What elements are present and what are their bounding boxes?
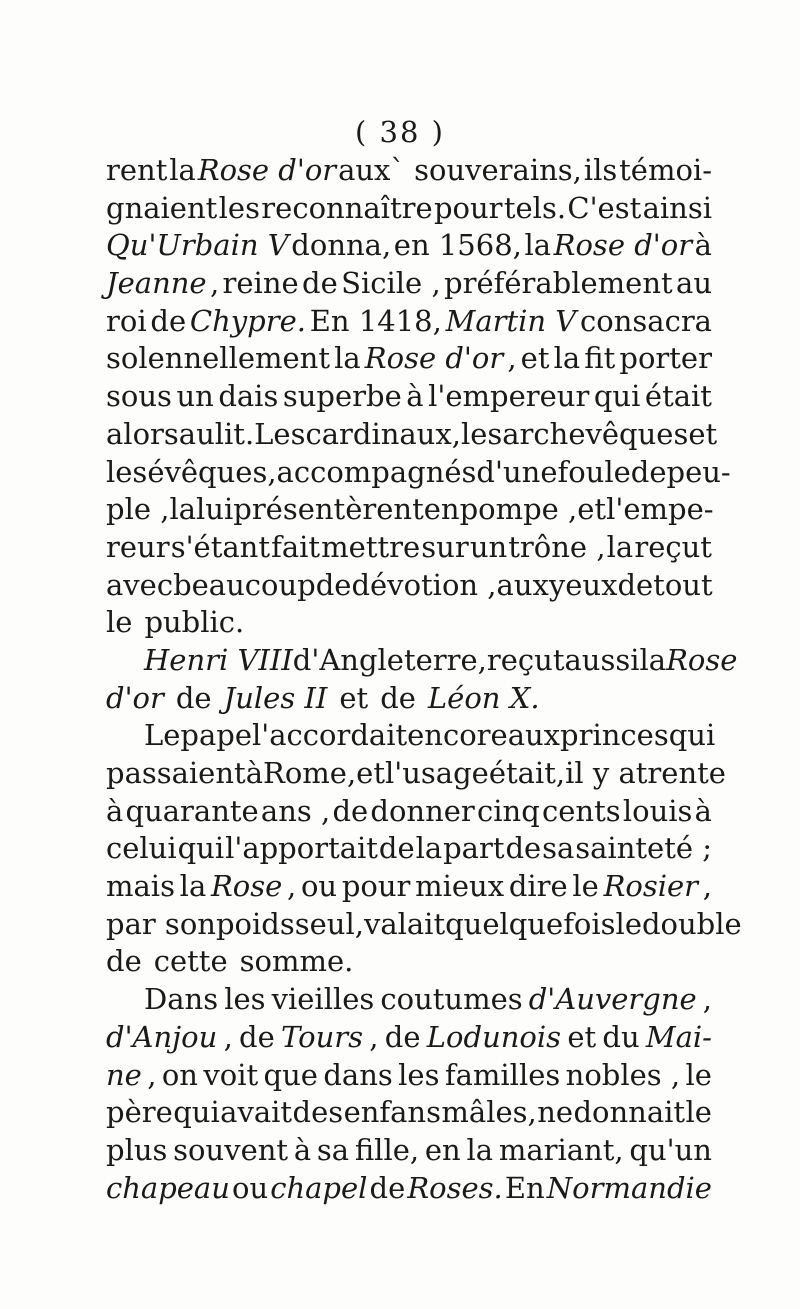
word: louis bbox=[622, 793, 693, 828]
word: d'une bbox=[476, 454, 558, 489]
word: s'étant bbox=[170, 529, 270, 564]
word: de bbox=[150, 303, 187, 338]
word: C'est bbox=[567, 190, 642, 225]
word: à bbox=[694, 793, 712, 828]
word: ple , bbox=[106, 492, 170, 527]
word: ou bbox=[300, 869, 338, 904]
word: encore bbox=[407, 718, 508, 753]
word: reconnaître bbox=[261, 190, 433, 225]
word: nobles , bbox=[565, 1057, 681, 1092]
word: dire bbox=[508, 869, 568, 904]
word: public. bbox=[144, 605, 245, 640]
word: cette bbox=[153, 944, 228, 979]
word: En bbox=[504, 1170, 545, 1205]
word: de bbox=[378, 831, 415, 866]
text-line bbox=[106, 1057, 712, 1095]
word: beaucoup bbox=[173, 567, 316, 602]
word: superbe bbox=[282, 379, 402, 414]
word: mariant, bbox=[498, 1132, 624, 1167]
word: présentèrent bbox=[233, 492, 424, 527]
word: aussi bbox=[564, 642, 640, 677]
word: et bbox=[688, 416, 718, 451]
word: à bbox=[106, 793, 124, 828]
word: rent bbox=[106, 153, 168, 187]
word: dévotion , bbox=[351, 567, 497, 602]
word: part bbox=[443, 831, 505, 866]
word: la bbox=[639, 642, 667, 677]
text-line bbox=[106, 378, 712, 416]
word: les bbox=[460, 416, 503, 451]
word: poids bbox=[215, 906, 295, 941]
word: yeux bbox=[548, 567, 618, 602]
word: tout bbox=[653, 567, 713, 602]
word: qui bbox=[177, 831, 225, 866]
italic-word: d'Anjou bbox=[106, 1019, 218, 1054]
text-line bbox=[106, 567, 712, 605]
word: mieux bbox=[415, 869, 505, 904]
word: tels. bbox=[503, 190, 567, 225]
word: il y a bbox=[565, 756, 636, 790]
word: Le bbox=[144, 718, 181, 753]
italic-word: chapel bbox=[270, 1170, 368, 1205]
word: la bbox=[606, 529, 634, 564]
text-line bbox=[106, 303, 712, 341]
word: avec bbox=[106, 567, 174, 602]
text-line bbox=[106, 642, 738, 680]
italic-word: Henri VIII bbox=[144, 642, 293, 677]
word: de bbox=[505, 831, 542, 866]
word: fille, bbox=[354, 1132, 420, 1167]
word: ils bbox=[583, 153, 618, 187]
word: solennellement bbox=[106, 341, 330, 376]
word: cents bbox=[542, 793, 621, 828]
word: donner bbox=[370, 793, 475, 828]
word: reine bbox=[222, 266, 299, 301]
text-line bbox=[106, 680, 712, 718]
word: et bbox=[356, 756, 385, 790]
word: sur bbox=[421, 529, 469, 564]
italic-word: Rosier bbox=[603, 869, 699, 904]
word: seul, bbox=[294, 906, 364, 941]
word: fit bbox=[584, 341, 616, 376]
text-line bbox=[106, 1019, 712, 1057]
word: princes bbox=[560, 718, 669, 753]
word: mettre bbox=[321, 529, 421, 564]
text-line bbox=[106, 491, 712, 529]
word: voit bbox=[203, 1057, 259, 1092]
word: vieilles bbox=[271, 982, 375, 1017]
word: donna, bbox=[291, 228, 392, 263]
word: qui bbox=[668, 718, 716, 753]
text-line bbox=[106, 265, 712, 303]
text-line bbox=[106, 906, 742, 944]
word: de bbox=[630, 454, 667, 489]
italic-word: ne bbox=[106, 1057, 142, 1092]
word: quarante bbox=[125, 793, 259, 828]
word: archevêques bbox=[502, 416, 689, 451]
word: cardinaux, bbox=[305, 416, 461, 451]
word: un bbox=[176, 379, 214, 414]
word: , bbox=[702, 869, 712, 904]
word: aux bbox=[507, 718, 561, 753]
italic-word: Lodunois bbox=[426, 1019, 562, 1054]
word: de bbox=[332, 793, 369, 828]
word: , bbox=[702, 982, 712, 1017]
text-line bbox=[106, 340, 712, 378]
word: pour bbox=[341, 869, 411, 904]
page-number: ( 38 ) bbox=[355, 115, 445, 149]
word: les bbox=[224, 982, 266, 1017]
word: le bbox=[572, 869, 599, 904]
text-line bbox=[106, 190, 712, 228]
word: , bbox=[223, 1019, 233, 1054]
word: reçut bbox=[634, 529, 712, 564]
text-line bbox=[106, 755, 726, 793]
italic-word: chapeau bbox=[106, 1170, 230, 1205]
word: dans bbox=[323, 1057, 393, 1092]
text-line bbox=[106, 1132, 712, 1170]
word: des bbox=[292, 1095, 344, 1130]
text-line bbox=[106, 416, 718, 454]
word: l'empereur bbox=[428, 379, 590, 414]
text-line bbox=[106, 717, 716, 755]
word: peu- bbox=[666, 454, 731, 489]
word: , bbox=[369, 1019, 379, 1054]
word: aux bbox=[496, 567, 549, 602]
italic-word: Roses. bbox=[407, 1170, 503, 1205]
word: évêques, bbox=[147, 454, 277, 489]
word: à bbox=[245, 756, 263, 790]
word: Les bbox=[254, 416, 306, 451]
word: lit. bbox=[214, 416, 255, 451]
word: le bbox=[685, 1095, 712, 1130]
word: de bbox=[106, 944, 142, 979]
italic-word: Martin V bbox=[445, 303, 577, 338]
word: l'apportait bbox=[225, 831, 378, 866]
word: était bbox=[644, 379, 712, 414]
word: en 1568, bbox=[393, 228, 522, 263]
italic-word: Rose bbox=[210, 869, 283, 904]
word: préférablement bbox=[444, 266, 673, 301]
italic-word: Rose bbox=[666, 642, 738, 677]
word: sous bbox=[106, 379, 172, 414]
word: du bbox=[602, 1019, 640, 1054]
word: à bbox=[406, 379, 424, 414]
word: coutumes bbox=[380, 982, 523, 1017]
text-line bbox=[106, 868, 712, 906]
word: , bbox=[507, 341, 517, 376]
word: de bbox=[384, 1019, 421, 1054]
word: souvent bbox=[173, 1132, 289, 1167]
word: l'accordait bbox=[252, 718, 408, 753]
word: était, bbox=[488, 756, 566, 790]
italic-word: Rose d'or bbox=[364, 341, 504, 376]
word: la bbox=[466, 1132, 494, 1167]
text-line bbox=[106, 943, 712, 981]
word: la bbox=[169, 492, 197, 527]
word: les bbox=[106, 454, 148, 489]
word: la bbox=[553, 341, 581, 376]
word: alors bbox=[106, 416, 179, 451]
word: pompe , bbox=[459, 492, 578, 527]
text-line bbox=[106, 793, 712, 831]
word: ans , bbox=[260, 793, 331, 828]
text-line bbox=[106, 454, 731, 492]
word: aux` souverains, bbox=[338, 153, 582, 187]
word: cinq bbox=[477, 793, 540, 828]
word: Dans bbox=[144, 982, 219, 1017]
word: les bbox=[218, 190, 260, 225]
word: le bbox=[615, 906, 642, 941]
body-text bbox=[106, 152, 742, 1207]
word: à bbox=[694, 228, 712, 263]
italic-word: d'Auvergne bbox=[528, 982, 697, 1017]
word: trente bbox=[635, 756, 726, 790]
italic-word: Normandie bbox=[546, 1170, 712, 1205]
word: pape bbox=[180, 718, 253, 753]
word: de bbox=[302, 266, 338, 301]
word: accompagnés bbox=[276, 454, 477, 489]
word: Rome, bbox=[262, 756, 357, 790]
word: valait bbox=[363, 906, 446, 941]
italic-word: Qu'Urbain V bbox=[106, 228, 289, 263]
word: le bbox=[106, 605, 133, 640]
word: celui bbox=[106, 831, 177, 866]
word: témoi- bbox=[619, 153, 712, 187]
word: et bbox=[339, 680, 369, 715]
italic-word: Chypre. bbox=[189, 303, 306, 338]
word: la bbox=[415, 831, 443, 866]
word: le bbox=[685, 1057, 712, 1092]
italic-word: Mai- bbox=[645, 1019, 712, 1054]
italic-word: d'or bbox=[106, 680, 164, 715]
word: enfans bbox=[343, 1095, 441, 1130]
word: de bbox=[380, 680, 416, 715]
word: quelquefois bbox=[445, 906, 616, 941]
word: l'empe- bbox=[606, 492, 714, 527]
word: de bbox=[315, 567, 352, 602]
word: qui bbox=[593, 379, 641, 414]
word: un bbox=[469, 529, 508, 564]
word: donnait bbox=[573, 1095, 686, 1130]
word: En 1418, bbox=[309, 303, 442, 338]
word: d'Angleterre, bbox=[292, 642, 487, 677]
word: consacra bbox=[580, 303, 712, 338]
word: en bbox=[423, 492, 460, 527]
word: fait bbox=[271, 529, 321, 564]
word: avait bbox=[220, 1095, 293, 1130]
text-line bbox=[106, 981, 712, 1019]
word: à bbox=[293, 1132, 312, 1167]
italic-word: Jules II bbox=[223, 680, 328, 715]
italic-word: Léon X. bbox=[427, 680, 540, 715]
word: ne bbox=[537, 1095, 574, 1130]
text-line bbox=[106, 604, 712, 642]
word: que bbox=[263, 1057, 318, 1092]
italic-word: Jeanne bbox=[106, 266, 207, 301]
word: mâles, bbox=[441, 1095, 537, 1130]
word: , bbox=[147, 1057, 157, 1092]
text-line bbox=[106, 1170, 712, 1208]
word: sainteté ; bbox=[575, 831, 712, 866]
word: reçut bbox=[486, 642, 565, 677]
word: au bbox=[178, 416, 215, 451]
word: roi bbox=[106, 303, 147, 338]
word: gnaient bbox=[106, 190, 218, 225]
italic-word: Rose d'or bbox=[197, 153, 337, 187]
word: la bbox=[334, 341, 361, 376]
italic-word: Tours bbox=[281, 1019, 364, 1054]
word: et bbox=[520, 341, 550, 376]
word: plus bbox=[106, 1132, 168, 1167]
word: foule bbox=[557, 454, 631, 489]
word: la bbox=[169, 153, 196, 187]
word: la bbox=[179, 869, 207, 904]
word: somme. bbox=[239, 944, 354, 979]
word: en bbox=[424, 1132, 461, 1167]
text-line bbox=[106, 529, 712, 567]
word: ou bbox=[231, 1170, 269, 1205]
word: de bbox=[617, 567, 654, 602]
word: lui bbox=[196, 492, 234, 527]
word: , bbox=[287, 869, 297, 904]
word: qui bbox=[173, 1095, 220, 1130]
word: la bbox=[524, 228, 552, 263]
word: de bbox=[239, 1019, 275, 1054]
word: passaient bbox=[106, 756, 246, 790]
word: au bbox=[676, 266, 712, 301]
word: porter bbox=[619, 341, 712, 376]
word: ainsi bbox=[642, 190, 712, 225]
word: trône , bbox=[508, 529, 606, 564]
word: de bbox=[369, 1170, 406, 1205]
text-line bbox=[106, 1094, 712, 1132]
word: sa bbox=[316, 1132, 350, 1167]
word: et bbox=[577, 492, 607, 527]
word: de bbox=[175, 680, 212, 715]
word: , bbox=[209, 266, 220, 301]
text-line bbox=[106, 152, 712, 190]
word: pour bbox=[433, 190, 503, 225]
text-line bbox=[106, 830, 712, 868]
word: reur bbox=[106, 529, 170, 564]
word: mais bbox=[106, 869, 175, 904]
word: et bbox=[567, 1019, 597, 1054]
word: par son bbox=[106, 906, 216, 941]
word: qu'un bbox=[629, 1132, 712, 1167]
word: dais bbox=[218, 379, 279, 414]
word: sa bbox=[542, 831, 575, 866]
word: l'usage bbox=[385, 756, 489, 790]
word: Sicile , bbox=[341, 266, 441, 301]
word: père bbox=[106, 1095, 173, 1130]
word: les bbox=[398, 1057, 440, 1092]
word: familles bbox=[444, 1057, 561, 1092]
italic-word: Rose d'or bbox=[553, 228, 693, 263]
word: on bbox=[161, 1057, 198, 1092]
word: double bbox=[641, 906, 742, 941]
text-line bbox=[106, 227, 712, 265]
